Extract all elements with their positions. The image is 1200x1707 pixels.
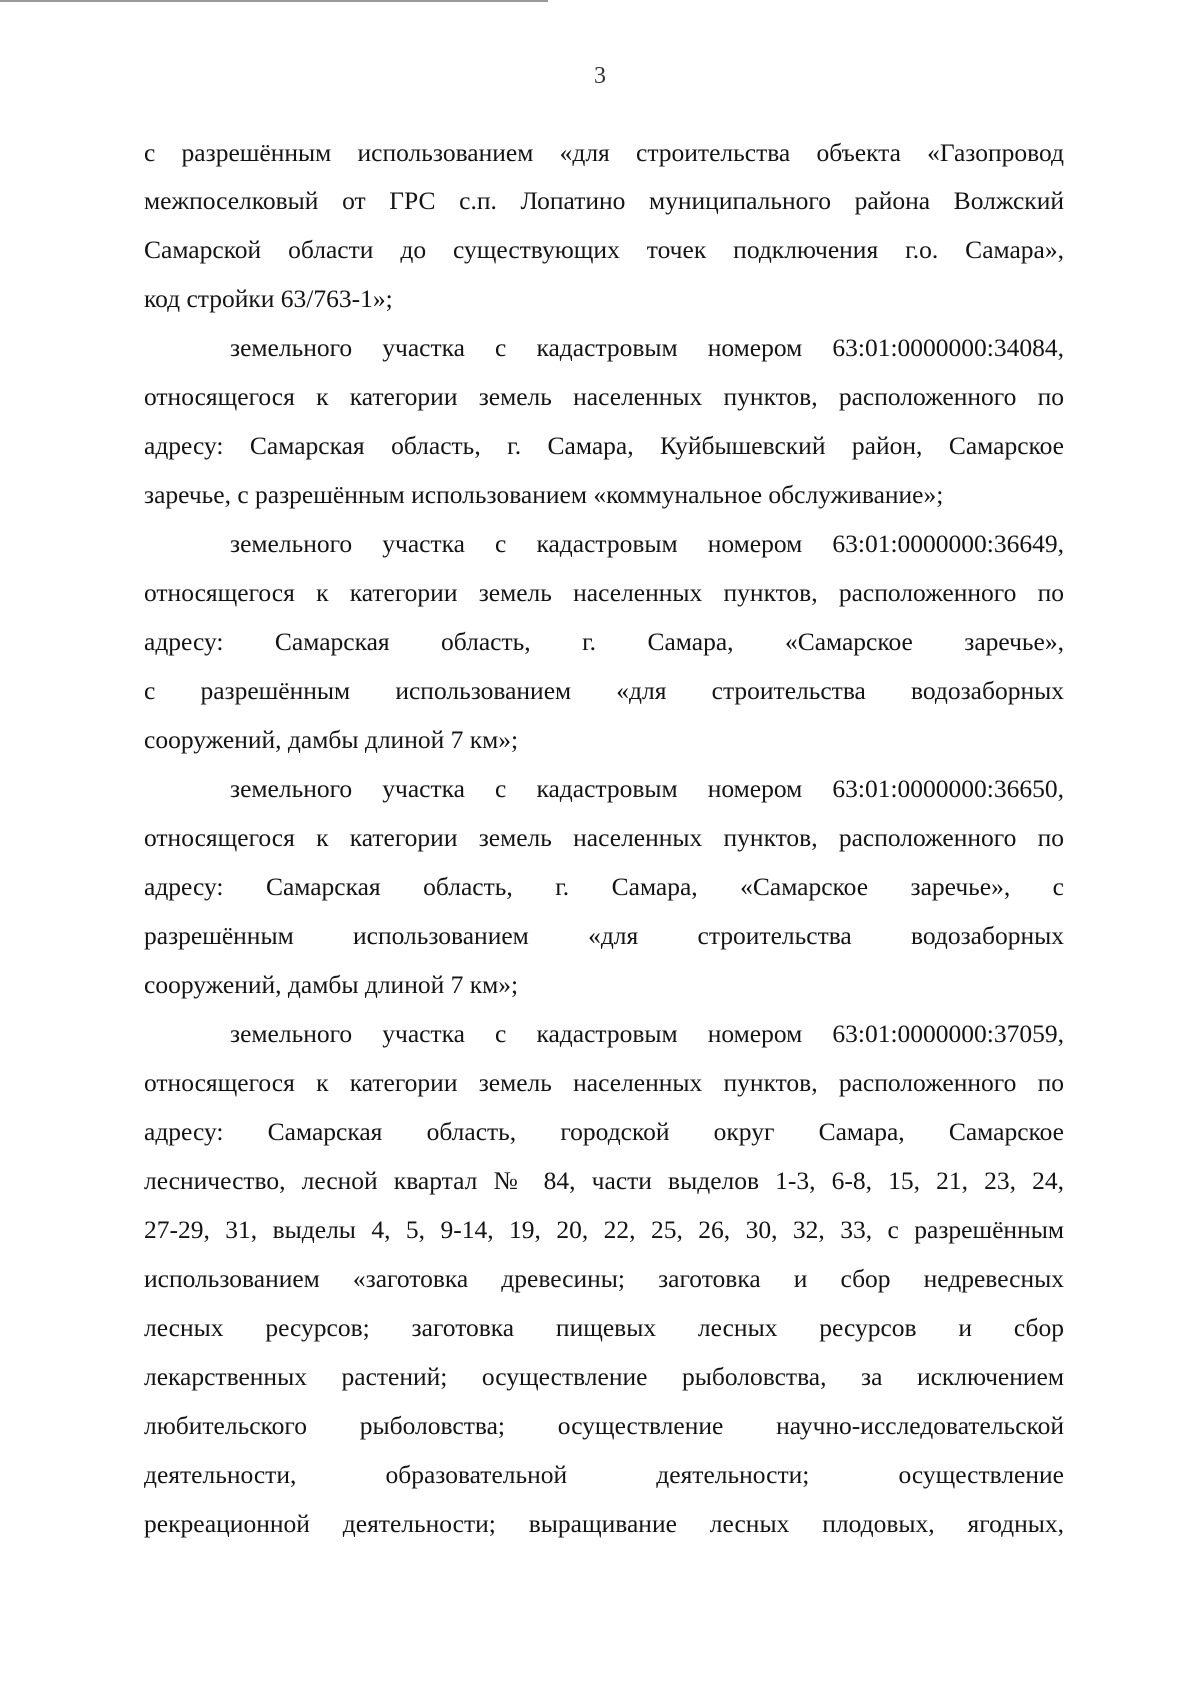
text-line: межпоселковый от ГРС с.п. Лопатино муниципального района Волжский <box>144 186 1064 215</box>
text-line: относящегося к категории земель населенных пунктов, расположенного по <box>144 382 1064 411</box>
text-line: деятельности, образовательной деятельности; осуществление <box>144 1460 1064 1489</box>
text-line: адресу: Самарская область, г. Самара, «Самарское заречье», с <box>144 872 1064 901</box>
text-line: земельного участка с кадастровым номером 63:01:0000000:36650, <box>230 774 1064 803</box>
text-line: использованием «заготовка древесины; заготовка и сбор недревесных <box>144 1264 1064 1293</box>
text-line: адресу: Самарская область, городской округ Самара, Самарское <box>144 1117 1064 1146</box>
text-line: земельного участка с кадастровым номером 63:01:0000000:37059, <box>230 1019 1064 1048</box>
text-line: адресу: Самарская область, г. Самара, «Самарское заречье», <box>144 627 1064 656</box>
text-line: лесных ресурсов; заготовка пищевых лесных ресурсов и сбор <box>144 1313 1064 1342</box>
text-line: с разрешённым использованием «для строительства объекта «Газопровод <box>144 138 1064 167</box>
text-line: сооружений, дамбы длиной 7 км»; <box>144 725 519 754</box>
text-line: заречье, с разрешённым использованием «коммунальное обслуживание»; <box>144 480 944 509</box>
text-line: земельного участка с кадастровым номером 63:01:0000000:36649, <box>230 529 1064 558</box>
text-line: лесничество, лесной квартал № 84, части выделов 1-3, 6-8, 15, 21, 23, 24, <box>144 1166 1064 1195</box>
text-line: относящегося к категории земель населенных пунктов, расположенного по <box>144 1068 1064 1097</box>
text-line: любительского рыболовства; осуществление научно-исследовательской <box>144 1411 1064 1440</box>
text-line: относящегося к категории земель населенных пунктов, расположенного по <box>144 823 1064 852</box>
text-line: разрешённым использованием «для строительства водозаборных <box>144 921 1064 950</box>
text-line: Самарской области до существующих точек подключения г.о. Самара», <box>144 235 1064 264</box>
text-line: рекреационной деятельности; выращивание лесных плодовых, ягодных, <box>144 1509 1064 1538</box>
text-line: 27-29, 31, выделы 4, 5, 9-14, 19, 20, 22, 25, 26, 30, 32, 33, с разрешённым <box>144 1215 1064 1244</box>
scan-edge-line <box>0 0 548 2</box>
page-number: 3 <box>594 63 606 89</box>
text-line: код стройки 63/763-1»; <box>144 284 393 313</box>
text-line: относящегося к категории земель населенных пунктов, расположенного по <box>144 578 1064 607</box>
text-line: земельного участка с кадастровым номером 63:01:0000000:34084, <box>230 333 1064 362</box>
text-line: лекарственных растений; осуществление рыболовства, за исключением <box>144 1362 1064 1391</box>
text-line: адресу: Самарская область, г. Самара, Куйбышевский район, Самарское <box>144 431 1064 460</box>
text-line: сооружений, дамбы длиной 7 км»; <box>144 970 519 999</box>
text-line: с разрешённым использованием «для строительства водозаборных <box>144 676 1064 705</box>
